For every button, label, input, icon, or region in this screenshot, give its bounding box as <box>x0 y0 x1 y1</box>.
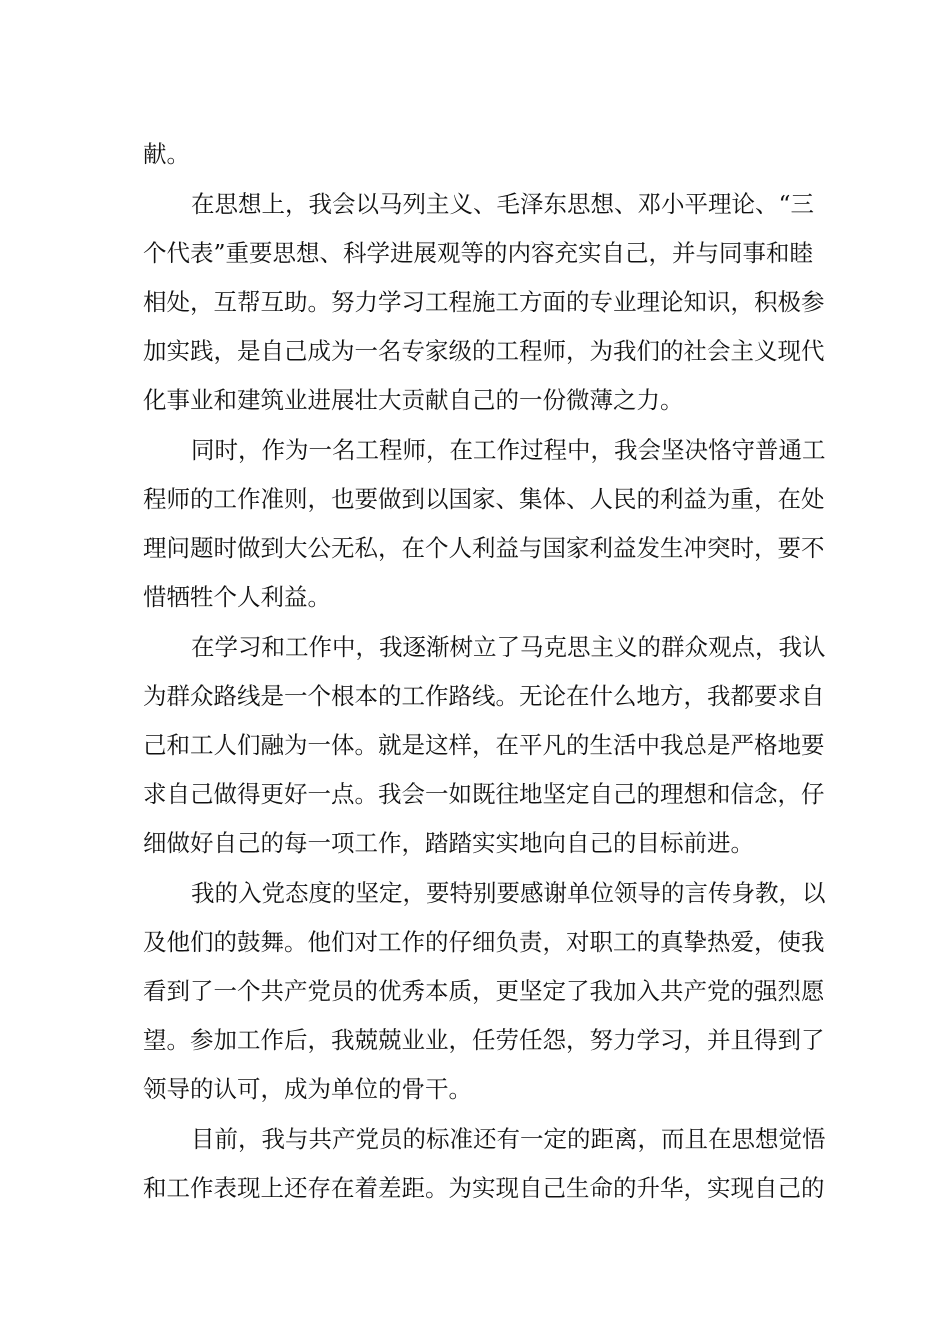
text-line: 看到了一个共产党员的优秀本质，更坚定了我加入共产党的强烈愿 <box>143 977 825 1005</box>
text-line: 己和工人们融为一体。就是这样，在平凡的生活中我总是严格地要 <box>143 731 825 759</box>
text-line: 细做好自己的每一项工作，踏踏实实地向自己的目标前进。 <box>143 829 754 857</box>
text-line: 及他们的鼓舞。他们对工作的仔细负责，对职工的真挚热爱，使我 <box>143 928 825 956</box>
text-line: 化事业和建筑业进展壮大贡献自己的一份微薄之力。 <box>143 386 684 414</box>
text-line: 程师的工作准则，也要做到以国家、集体、人民的利益为重，在处 <box>143 485 825 513</box>
text-line: 目前，我与共产党员的标准还有一定的距离，而且在思想觉悟 <box>191 1125 826 1153</box>
text-line: 领导的认可，成为单位的骨干。 <box>143 1075 472 1103</box>
text-line: 我的入党态度的坚定，要特别要感谢单位领导的言传身教，以 <box>191 879 826 907</box>
text-line: 献。 <box>143 140 190 168</box>
text-line: 和工作表现上还存在着差距。为实现自己生命的升华，实现自己的 <box>143 1174 825 1202</box>
text-line: 相处，互帮互助。努力学习工程施工方面的专业理论知识，积极参 <box>143 288 825 316</box>
text-line: 个代表”重要思想、科学进展观等的内容充实自己，并与同事和睦 <box>143 239 814 267</box>
text-line: 在思想上，我会以马列主义、毛泽东思想、邓小平理论、“三 <box>191 190 815 218</box>
text-line: 理问题时做到大公无私，在个人利益与国家利益发生冲突时，要不 <box>143 534 825 562</box>
text-line: 为群众路线是一个根本的工作路线。无论在什么地方，我都要求自 <box>143 682 825 710</box>
text-line: 惜牺牲个人利益。 <box>143 583 331 611</box>
text-line: 望。参加工作后，我兢兢业业，任劳任怨，努力学习，并且得到了 <box>143 1026 825 1054</box>
text-line: 求自己做得更好一点。我会一如既往地坚定自己的理想和信念，仔 <box>143 780 825 808</box>
text-line: 在学习和工作中，我逐渐树立了马克思主义的群众观点，我认 <box>191 633 826 661</box>
text-line: 加实践，是自己成为一名专家级的工程师，为我们的社会主义现代 <box>143 337 825 365</box>
text-line: 同时，作为一名工程师，在工作过程中，我会坚决恪守普通工 <box>191 436 826 464</box>
